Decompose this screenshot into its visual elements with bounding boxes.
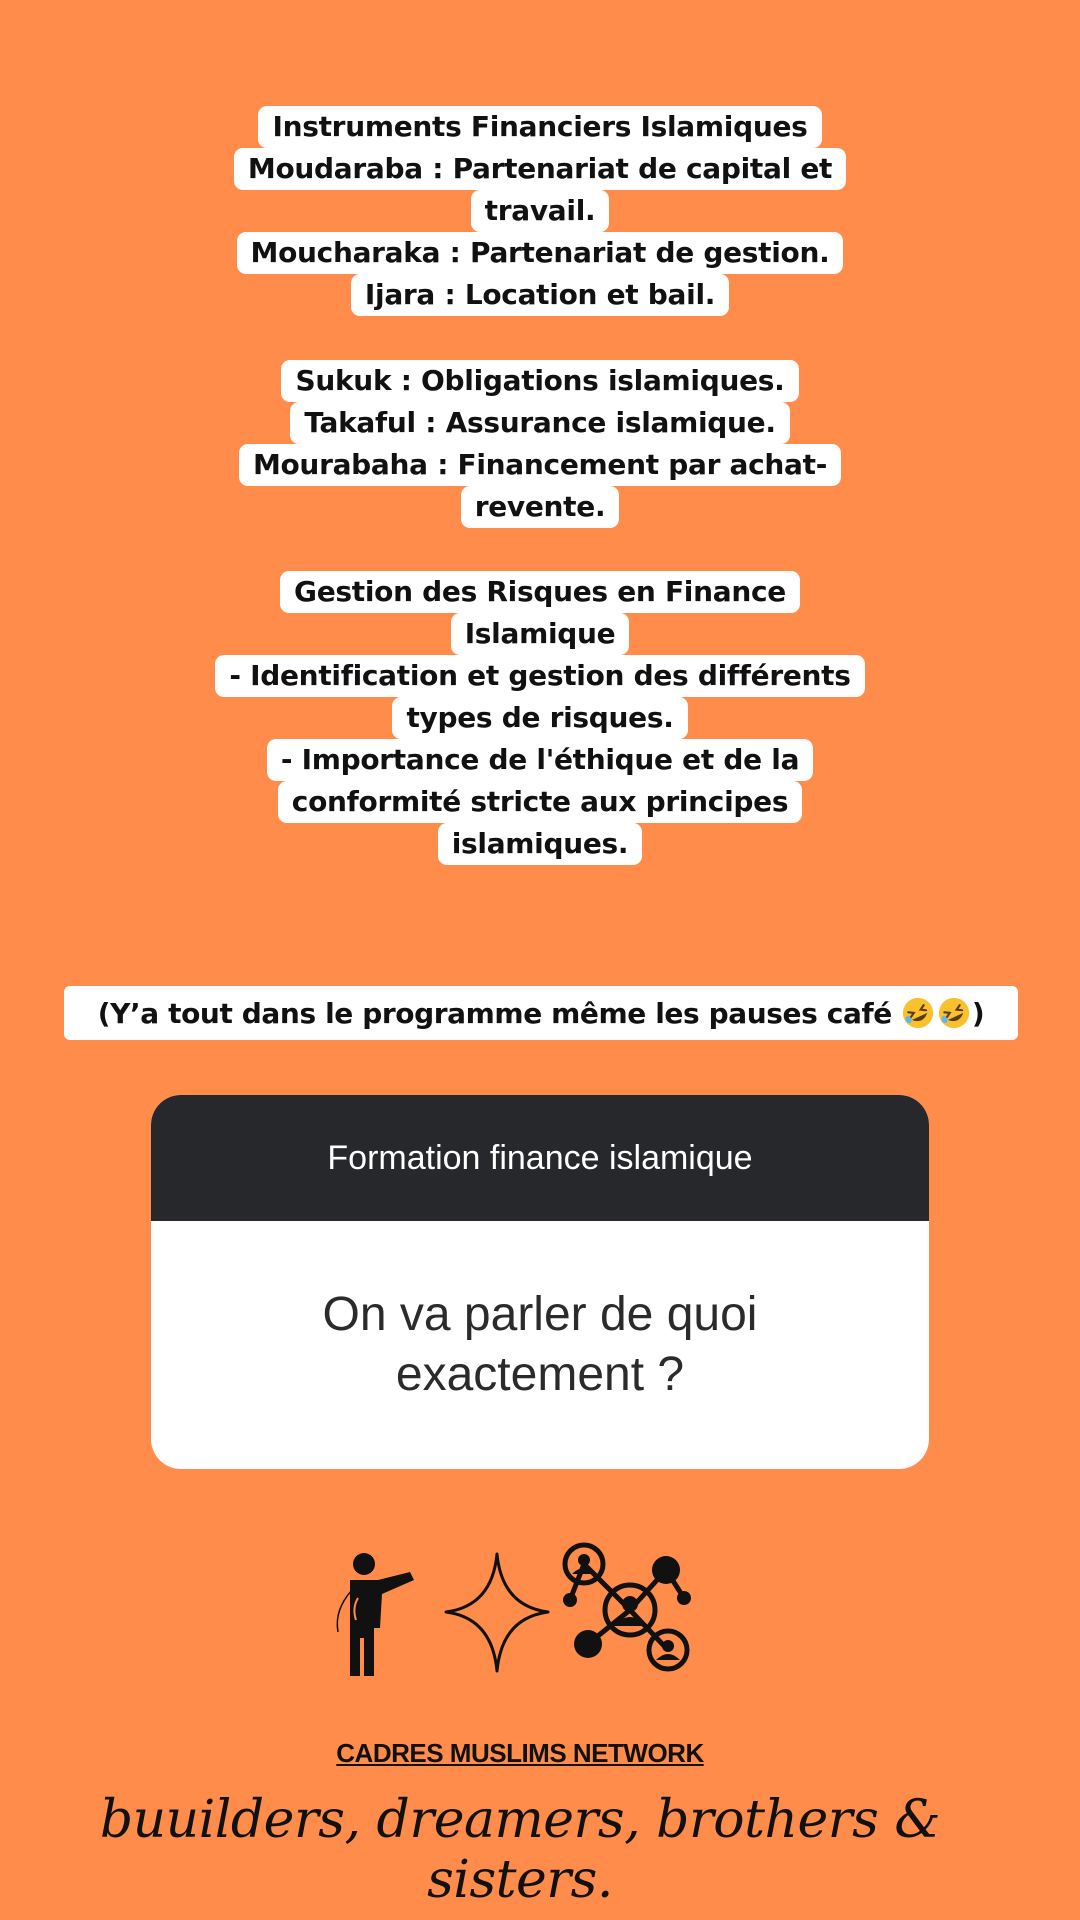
risks-section: [0, 571, 1080, 865]
presenter-icon: [330, 1550, 420, 1680]
text-line: Ijara : Location et bail.: [351, 274, 729, 316]
text-line: - Importance de l'éthique et de la: [267, 739, 813, 781]
network-icon: [560, 1540, 700, 1680]
question-sticker-body[interactable]: [151, 1221, 929, 1469]
text-line: Moucharaka : Partenariat de gestion.: [237, 232, 844, 274]
instruments-heading: Instruments Financiers Islamiques: [258, 106, 821, 148]
text-line: conformité stricte aux principes: [278, 781, 802, 823]
products-section: [0, 360, 1080, 528]
text-line: - Identification et gestion des différents: [215, 655, 864, 697]
pause-cafe-banner: [64, 986, 1018, 1040]
question-sticker-title: Formation finance islamique: [151, 1095, 929, 1221]
instruments-section: [0, 106, 1080, 316]
network-name-link[interactable]: CADRES MUSLIMS NETWORK: [336, 1738, 704, 1768]
tagline: buuilders, dreamers, brothers & sisters.: [99, 1790, 941, 1910]
text-line: Moudaraba : Partenariat de capital et: [234, 148, 846, 190]
risks-heading: Gestion des Risques en Finance: [280, 571, 800, 613]
question-text: On va parler de quoi exactement ?: [322, 1288, 758, 1401]
text-line: types de risques.: [392, 697, 687, 739]
text-line: Mourabaha : Financement par achat-: [239, 444, 841, 486]
rolling-on-floor-laughing-icon: [901, 996, 935, 1030]
pause-banner-text: (Y’a tout dans le programme même les pauses café: [97, 996, 892, 1030]
pause-banner-closing: ): [971, 996, 985, 1030]
text-line: Takaful : Assurance islamique.: [290, 402, 789, 444]
text-line: islamiques.: [438, 823, 643, 865]
text-line: Sukuk : Obligations islamiques.: [281, 360, 798, 402]
text-line: revente.: [461, 486, 620, 528]
risks-heading: Islamique: [451, 613, 630, 655]
rolling-on-floor-laughing-icon: [937, 996, 971, 1030]
text-line: travail.: [471, 190, 610, 232]
question-sticker[interactable]: [151, 1095, 929, 1469]
icons-row: [320, 1540, 720, 1680]
sparkle-icon: [442, 1550, 552, 1675]
